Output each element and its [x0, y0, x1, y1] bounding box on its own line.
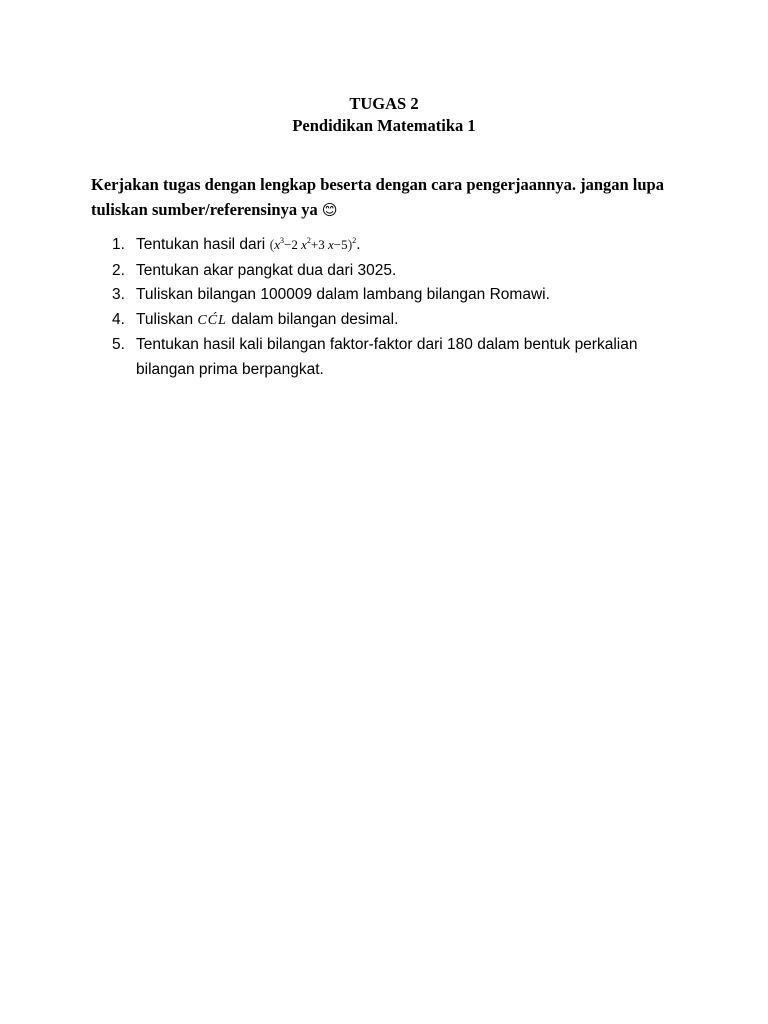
document-subtitle: Pendidikan Matematika 1 — [292, 116, 476, 135]
math-constant: 5 — [341, 237, 348, 252]
task-list — [91, 233, 691, 382]
open-paren: ( — [269, 238, 275, 253]
math-coefficient: 2 — [291, 237, 298, 252]
math-operator: − — [333, 237, 342, 252]
roman-numeral: CĆL — [197, 312, 227, 328]
math-var: x — [327, 237, 334, 252]
math-coefficient: 3 — [318, 237, 325, 252]
task-text: dalam bilangan desimal. — [231, 310, 399, 328]
task-item-2 — [91, 259, 691, 284]
math-exponent: 2 — [306, 236, 311, 245]
math-var: x — [274, 237, 281, 252]
task-text: Tuliskan — [136, 310, 194, 328]
math-operator: + — [310, 237, 319, 252]
task-number: 4. — [112, 310, 125, 328]
smiley-icon: 😊 — [321, 201, 338, 219]
polynomial-expression — [270, 237, 357, 252]
task-punctuation: . — [356, 236, 361, 253]
math-operator: − — [284, 237, 292, 252]
task-number: 5. — [112, 336, 125, 353]
task-text: Tentukan hasil kali bilangan faktor-faktor dari 180 dalam bentuk perkalian bilangan prima berpangkat. — [136, 336, 638, 378]
task-text: Tuliskan bilangan 100009 dalam lambang bilangan Romawi. — [136, 286, 550, 303]
task-item-5 — [91, 333, 691, 382]
math-var: x — [301, 237, 307, 252]
instructions-paragraph — [91, 172, 691, 223]
task-item-4 — [91, 308, 691, 334]
task-number: 3. — [112, 286, 125, 303]
task-number: 2. — [112, 261, 125, 279]
task-item-1 — [91, 233, 691, 259]
task-text: Tentukan akar pangkat dua dari 3025. — [136, 261, 397, 279]
math-exponent: 3 — [280, 236, 285, 245]
task-text: Tentukan hasil dari — [136, 236, 266, 253]
title-block — [0, 93, 768, 137]
task-number: 1. — [112, 236, 125, 253]
document-title: TUGAS 2 — [349, 94, 419, 113]
task-item-3 — [91, 283, 691, 308]
close-paren: ) — [347, 238, 353, 253]
instructions-text: Kerjakan tugas dengan lengkap beserta dengan cara pengerjaannya. jangan lupa tuliskan sumber/referensinya ya — [91, 175, 664, 219]
outer-exponent: 2 — [352, 236, 357, 245]
